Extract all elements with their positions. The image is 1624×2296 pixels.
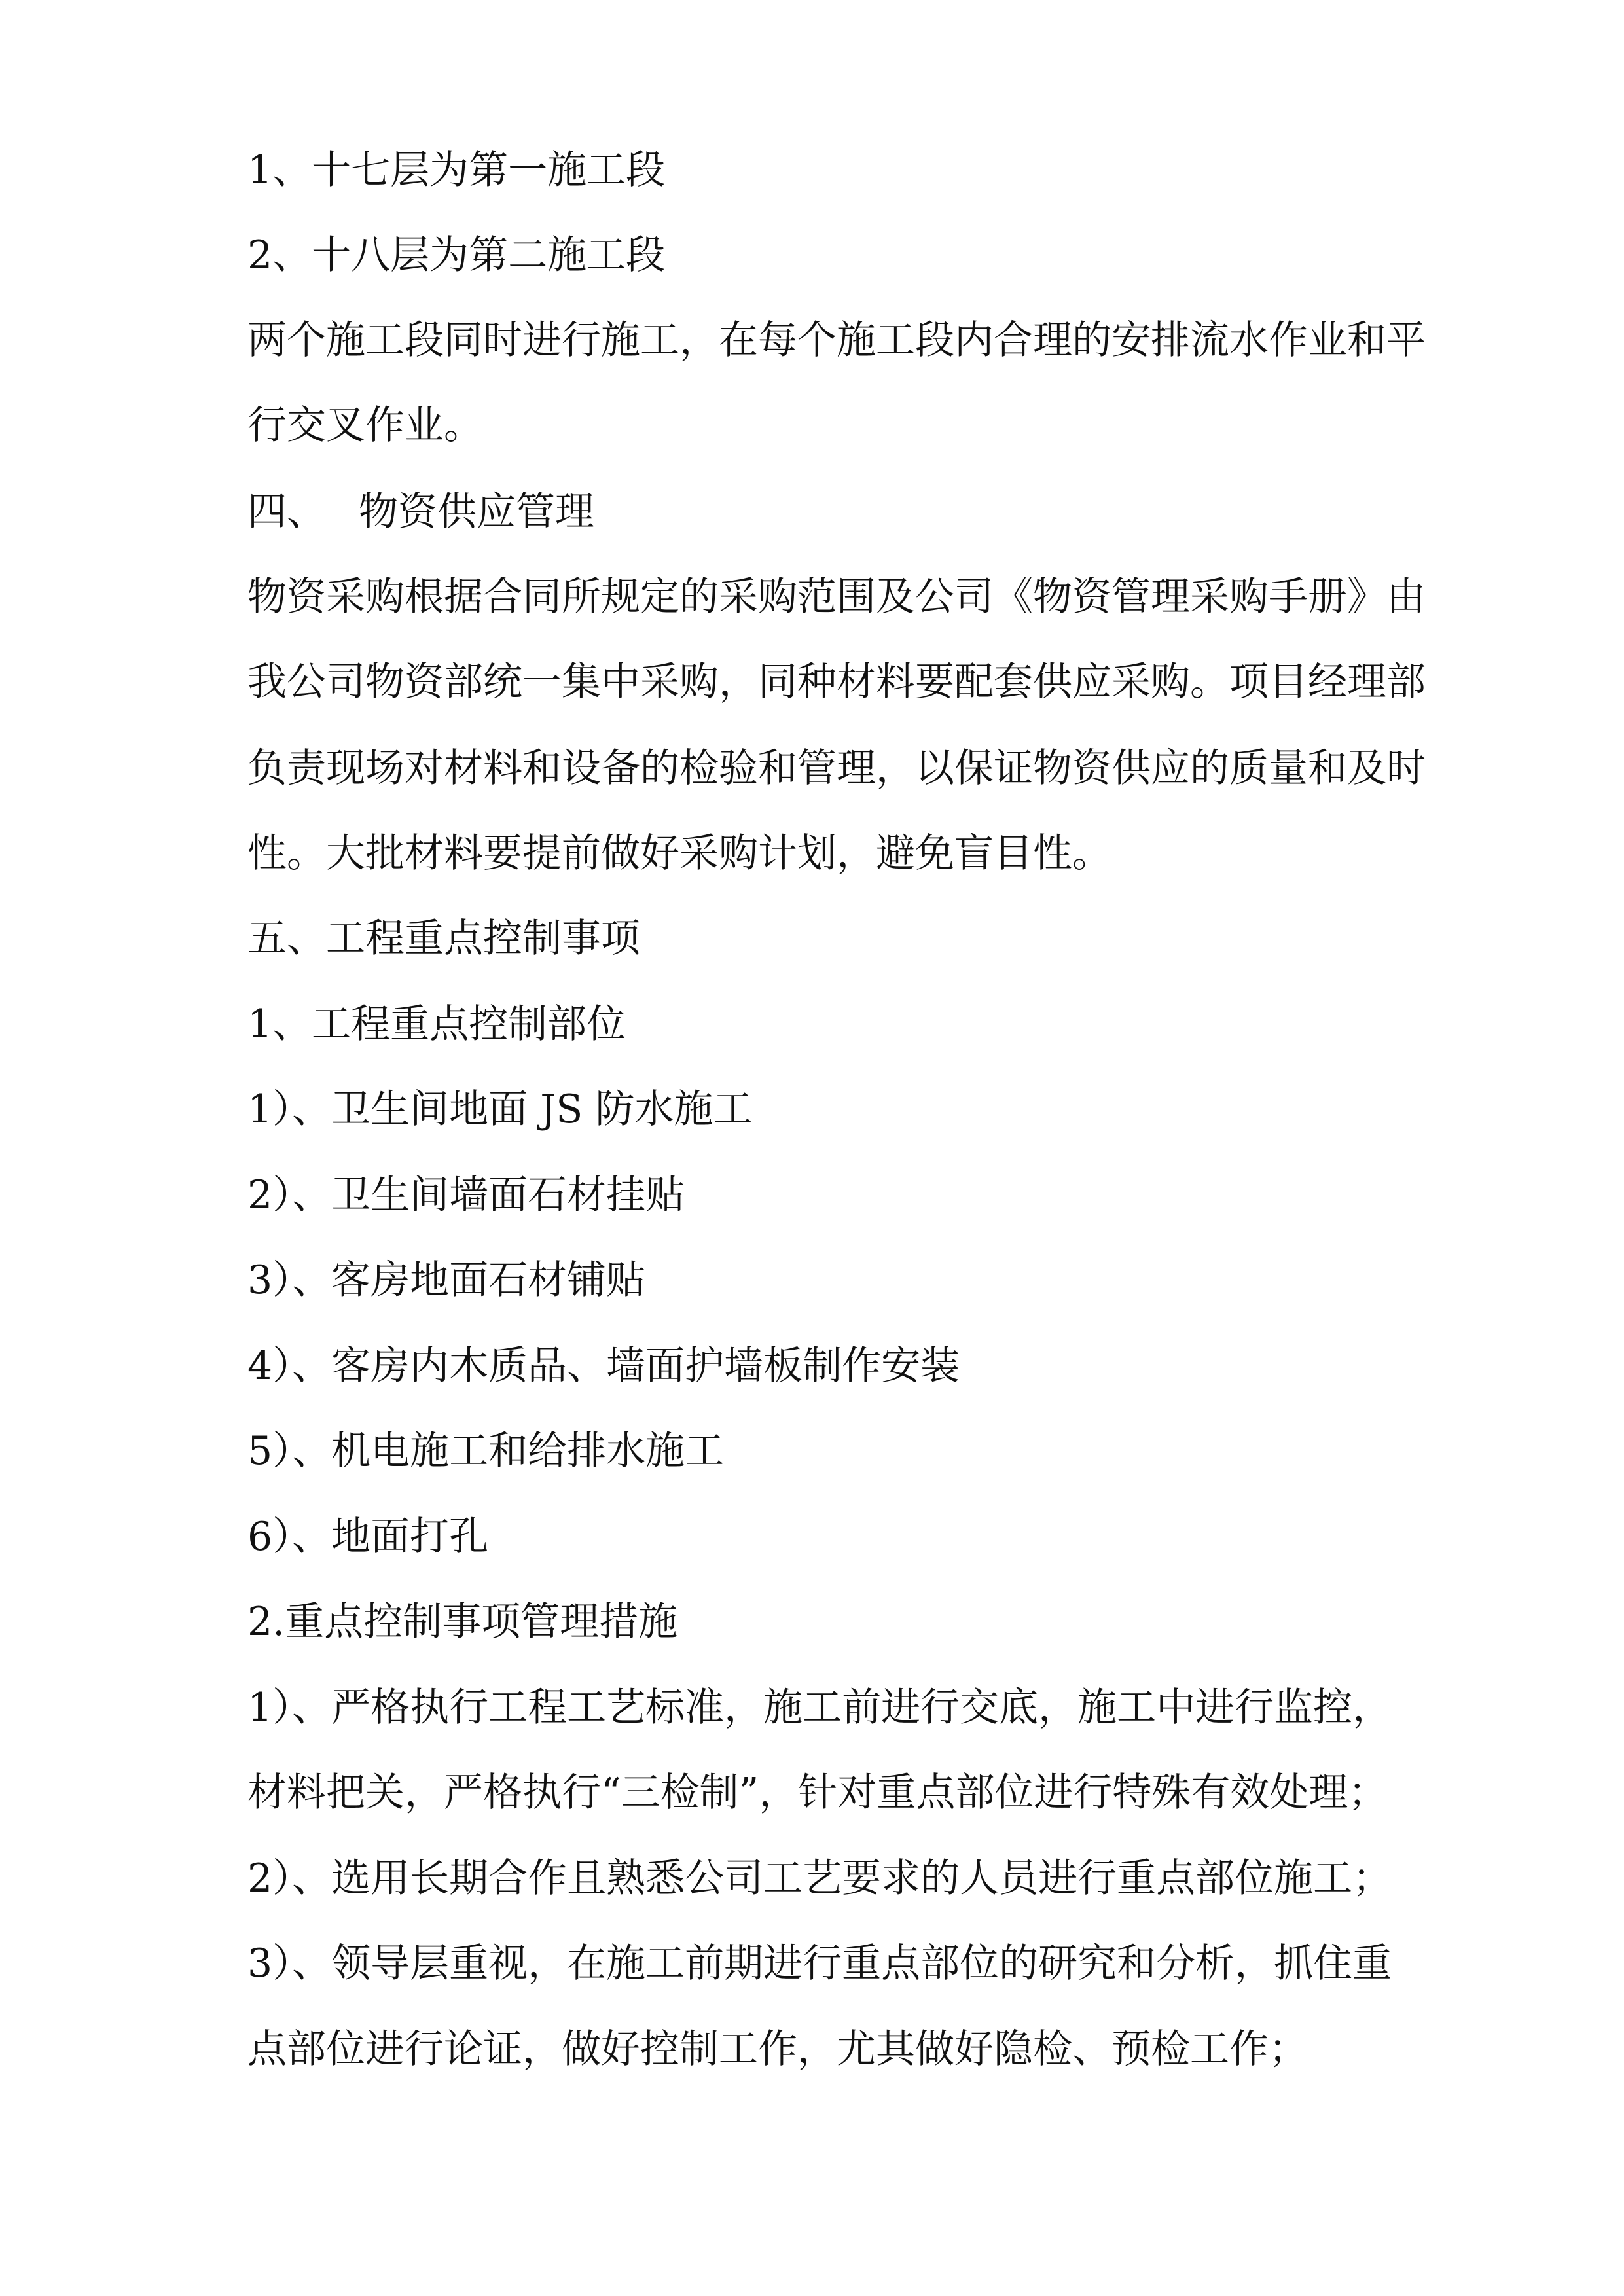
paragraph-line: 点部位进行论证，做好控制工作，尤其做好隐检、预检工作；: [247, 2026, 1308, 2072]
paragraph-line: 两个施工段同时进行施工，在每个施工段内合理的安排流水作业和平: [247, 317, 1426, 363]
list-item: 3）、客房地面石材铺贴: [247, 1257, 646, 1303]
list-item: 6）、地面打孔: [247, 1514, 489, 1560]
section-number: 四、: [247, 489, 326, 535]
list-item: 4）、客房内木质品、墙面护墙板制作安装: [247, 1343, 960, 1389]
paragraph-line: 1）、严格执行工程工艺标准，施工前进行交底，施工中进行监控，: [247, 1685, 1392, 1731]
paragraph-line: 负责现场对材料和设备的检验和管理，以保证物资供应的质量和及时: [247, 745, 1426, 791]
paragraph-line: 性。大批材料要提前做好采购计划，避免盲目性。: [247, 831, 1111, 876]
construction-segment-2: 2、十八层为第二施工段: [247, 232, 666, 278]
section-heading-key-control: 五、工程重点控制事项: [247, 916, 640, 961]
subsection-heading: 2.重点控制事项管理措施: [247, 1599, 678, 1645]
paragraph-line: 我公司物资部统一集中采购，同种材料要配套供应采购。项目经理部: [247, 659, 1426, 705]
subsection-heading: 1、工程重点控制部位: [247, 1001, 626, 1047]
paragraph-line: 3）、领导层重视，在施工前期进行重点部位的研究和分析，抓住重: [247, 1941, 1392, 1986]
paragraph-line: 材料把关，严格执行“三检制”，针对重点部位进行特殊有效处理；: [247, 1770, 1388, 1816]
construction-segment-1: 1、十七层为第一施工段: [247, 147, 666, 193]
list-item: 2）、卫生间墙面石材挂贴: [247, 1172, 685, 1218]
paragraph-line: 行交叉作业。: [247, 403, 483, 448]
paragraph-line: 2）、选用长期合作且熟悉公司工艺要求的人员进行重点部位施工；: [247, 1856, 1392, 1901]
list-item: 1）、卫生间地面 JS 防水施工: [247, 1086, 753, 1132]
section-heading-materials: [247, 489, 1399, 535]
section-title: 物资供应管理: [359, 489, 594, 535]
paragraph-line: 物资采购根据合同所规定的采购范围及公司《物资管理采购手册》由: [247, 574, 1426, 620]
list-item: 5）、机电施工和给排水施工: [247, 1428, 725, 1474]
